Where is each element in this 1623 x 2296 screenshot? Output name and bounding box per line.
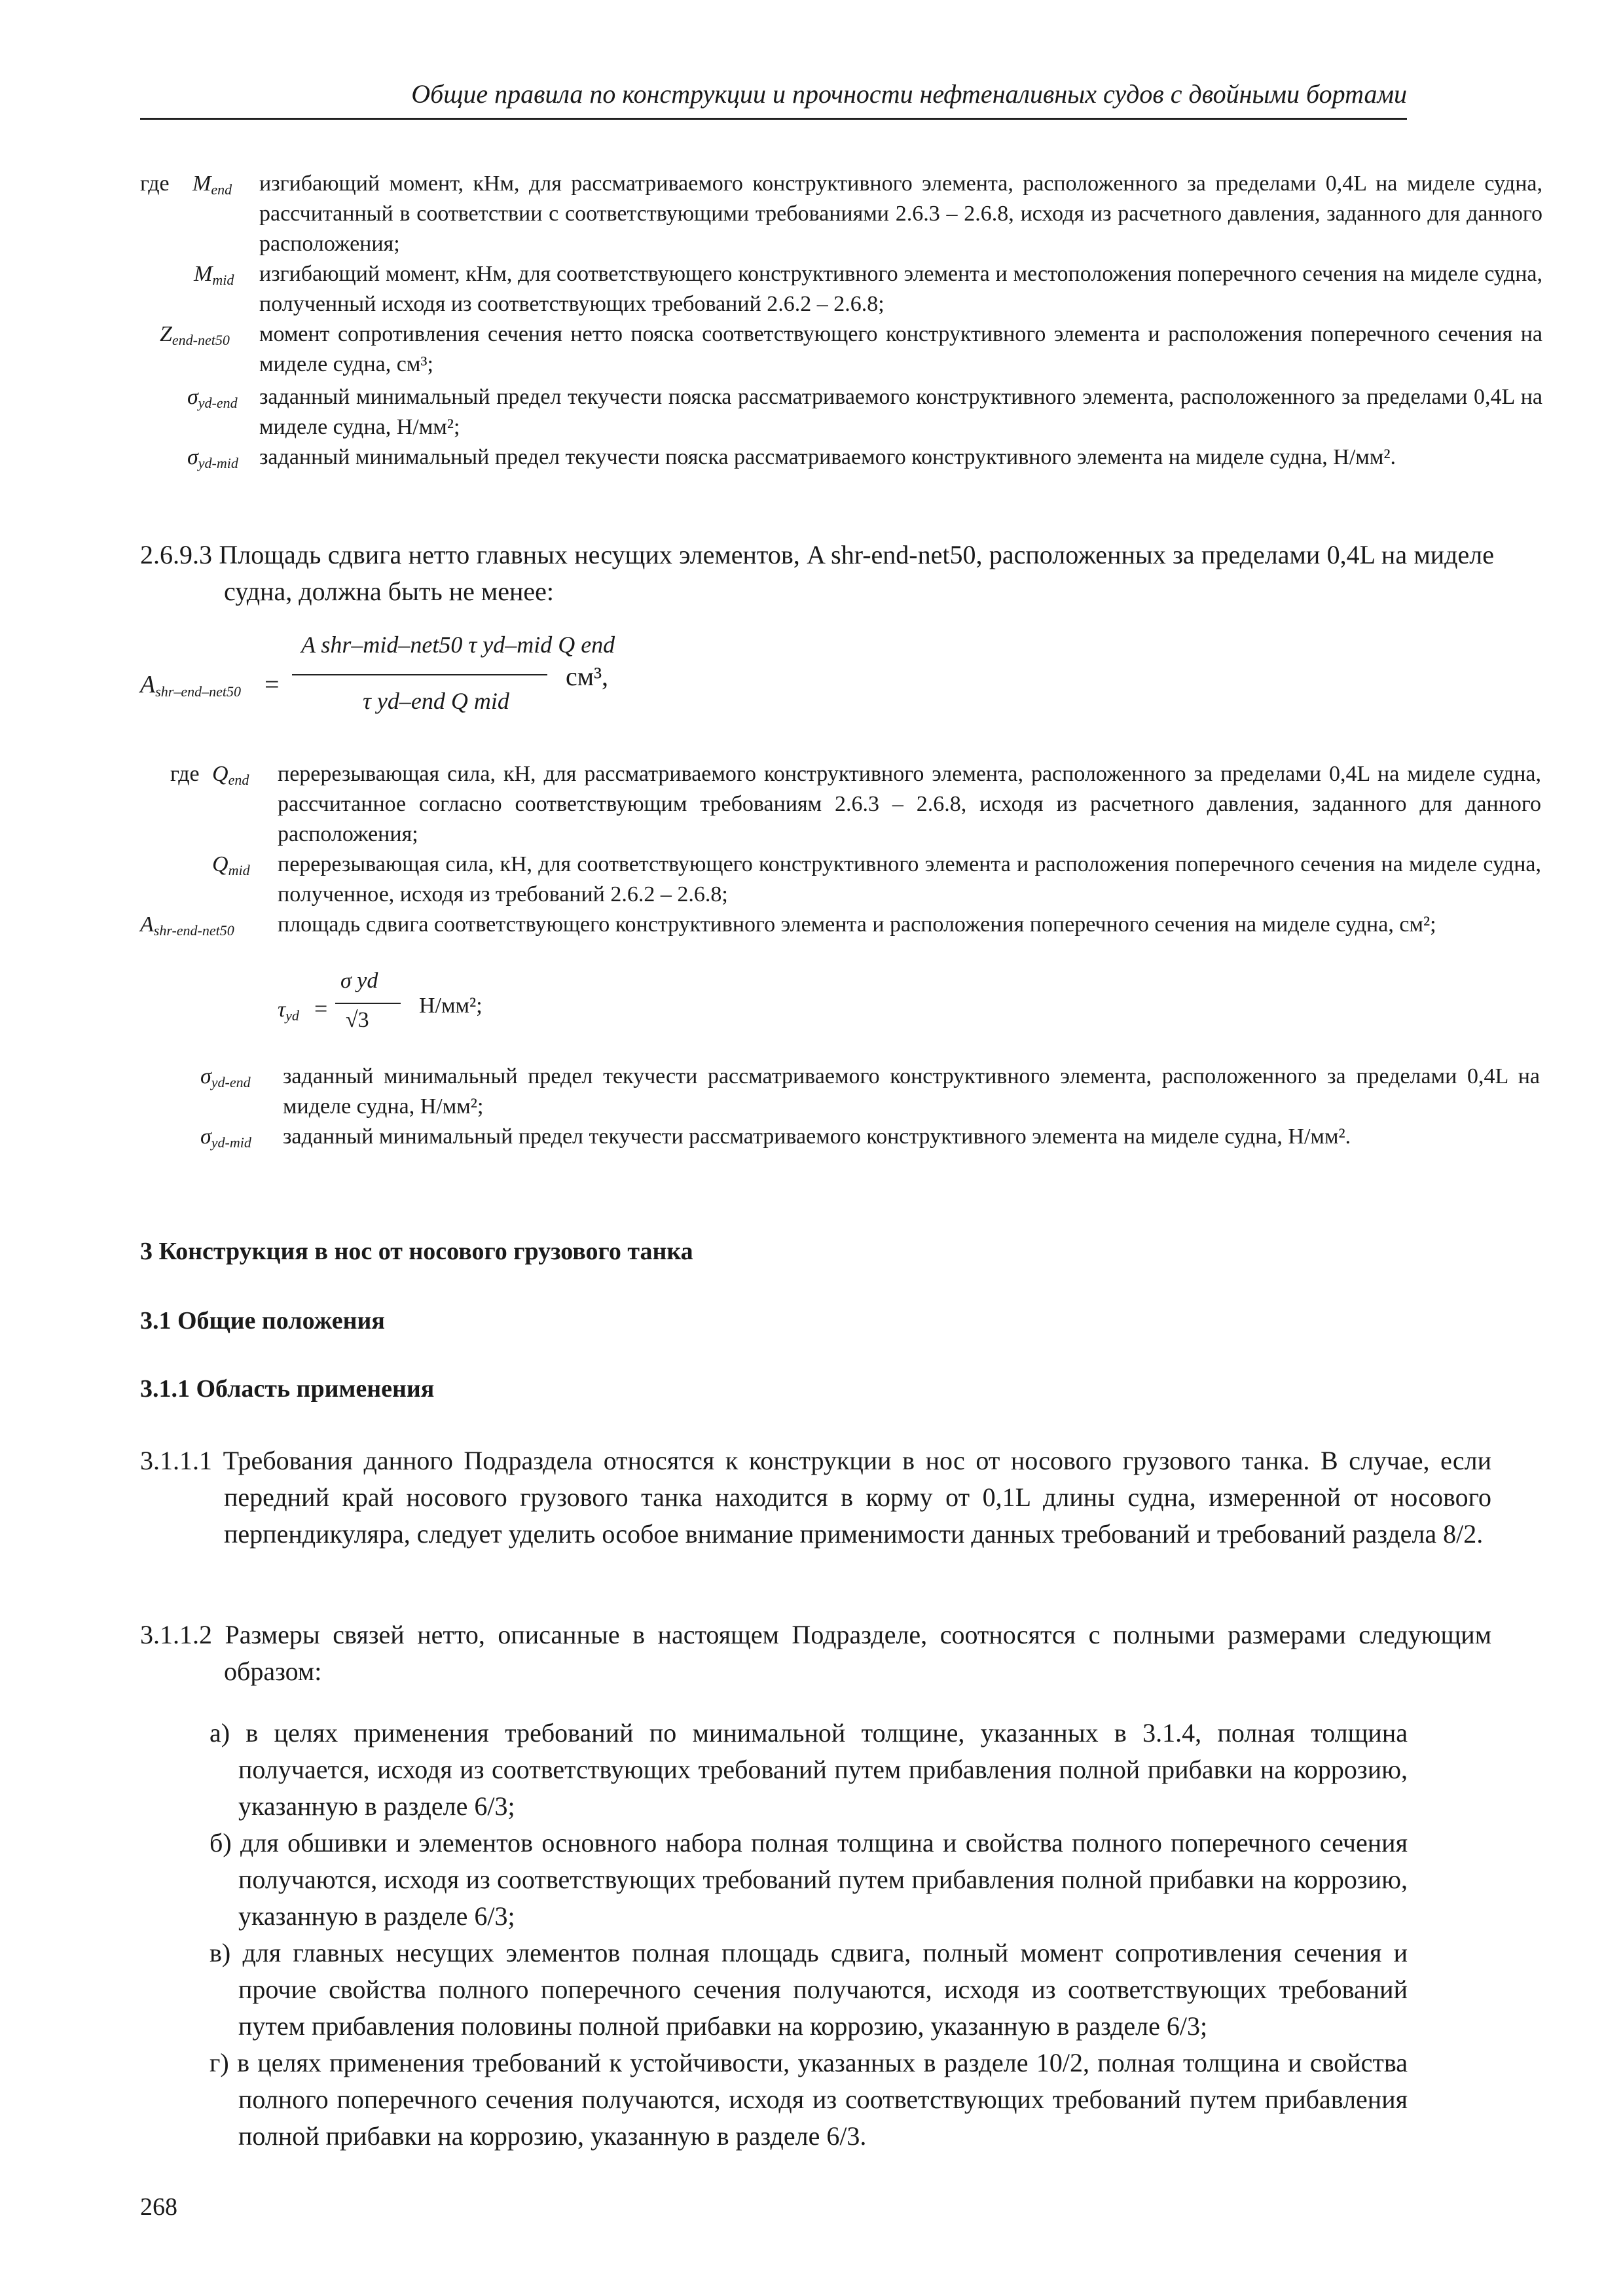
formula-numerator: A shr–mid–net50 τ yd–mid Q end bbox=[301, 632, 615, 658]
requirements-list bbox=[210, 1715, 1408, 2155]
definition-symbol: $\sigma_{yd-mid}$ bbox=[187, 445, 238, 471]
definition-text: площадь сдвига соответствующего конструктивного элемента и расположения поперечного сечения на миделе судна, см²; bbox=[278, 912, 1436, 937]
definition-item bbox=[140, 1122, 1450, 1182]
formula-equals: = bbox=[264, 670, 280, 699]
definitions-block-2 bbox=[140, 759, 1541, 970]
definition-item bbox=[140, 442, 1450, 503]
list-item: в) для главных несущих элементов полная площадь сдвига, полный момент сопротивления сечения и прочие свойства полного поперечного сечения получаются, исходя из соответствующих требований путем прибавления половины полной прибавки на коррозию, указанную в разделе 6/3; bbox=[210, 1938, 1408, 2041]
definition-text: заданный минимальный предел текучести рассматриваемого конструктивного элемента на миделе судна, Н/мм². bbox=[283, 1124, 1351, 1149]
paragraph-3-1-1-1: 3.1.1.1 Требования данного Подраздела относятся к конструкции в нос от носового грузового танка. В случае, если передний край носового грузового танка находится в корму от 0,1L длины судна, измеренной от носового перпендикуляра, следует уделить особое внимание применимости данных требований и требований раздела 8/2. bbox=[140, 1446, 1491, 1549]
section-heading-3-1: 3.1 Общие положения bbox=[140, 1307, 385, 1335]
definition-symbol: $A_{shr-end-net50}$ bbox=[140, 912, 234, 939]
formula-denominator: √3 bbox=[346, 1008, 369, 1032]
definition-symbol: $\sigma_{yd-end}$ bbox=[200, 1064, 251, 1090]
formula-equals: = bbox=[314, 996, 328, 1022]
formula-lhs: $\tau_{yd}$ bbox=[278, 997, 299, 1024]
paragraph-2-6-9-3: 2.6.9.3 Площадь сдвига нетто главных несущих элементов, A shr-end-net50, расположенных за пределами 0,4L на миделе судна, должна быть не менее: bbox=[140, 540, 1494, 606]
definition-symbol: $Z_{end-net50}$ bbox=[160, 322, 230, 348]
definition-text: перерезывающая сила, кН, для рассматриваемого конструктивного элемента, расположенного за пределами 0,4L на миделе судна, рассчитанное согласно соответствующим требованиям 2.6.3 – 2.6.8, исходя из расчетного давления, заданного для данного расположения; bbox=[278, 762, 1541, 846]
definition-item bbox=[140, 850, 1541, 910]
definition-item bbox=[140, 759, 1541, 850]
definition-lead: где bbox=[170, 762, 200, 786]
definition-text: заданный минимальный предел текучести пояска рассматриваемого конструктивного элемента на миделе судна, Н/мм². bbox=[259, 445, 1396, 469]
formula-unit: Н/мм²; bbox=[419, 994, 483, 1018]
definition-item bbox=[140, 259, 1542, 319]
paragraph-3-1-1-2: 3.1.1.2 Размеры связей нетто, описанные в настоящем Подразделе, соотносятся с полными размерами следующим образом: bbox=[140, 1620, 1491, 1686]
formula-lhs: $A_{shr-end-net50}$ bbox=[140, 671, 241, 700]
definition-item bbox=[140, 910, 1450, 970]
definition-symbol: $Q_{end}$ bbox=[212, 762, 249, 788]
definition-text: заданный минимальный предел текучести пояска рассматриваемого конструктивного элемента, расположенного за пределами 0,4L на миделе судна, Н/мм²; bbox=[259, 385, 1542, 439]
definition-symbol: $\sigma_{yd-end}$ bbox=[187, 385, 238, 411]
definition-text: изгибающий момент, кНм, для соответствующего конструктивного элемента и местоположения поперечного сечения на миделе судна, полученный исходя из соответствующих требований 2.6.2 – 2.6.8; bbox=[259, 262, 1542, 316]
definition-item bbox=[140, 319, 1542, 382]
definition-text: изгибающий момент, кНм, для рассматриваемого конструктивного элемента, расположенного за пределами 0,4L на миделе судна, рассчитанный в соответствии с соответствующими требованиями 2.6.3 – 2.6.8, исходя из расчетного давления, заданного для данного расположения; bbox=[259, 171, 1542, 256]
section-heading-3-1-1: 3.1.1 Область применения bbox=[140, 1375, 435, 1403]
definition-lead: где bbox=[140, 171, 170, 196]
formula-numerator: σ yd bbox=[340, 969, 378, 993]
definition-symbol: $Q_{mid}$ bbox=[212, 852, 250, 878]
list-item: б) для обшивки и элементов основного набора полная толщина и свойства полного поперечного сечения получаются, исходя из соответствующих требований путем прибавления полной прибавки на коррозию, указанную в разделе 6/3; bbox=[210, 1828, 1408, 1931]
formula-unit: см³, bbox=[566, 662, 609, 691]
definition-symbol: $M_{mid}$ bbox=[194, 262, 234, 288]
list-item: а) в целях применения требований по минимальной толщине, указанных в 3.1.4, полная толщина получается, исходя из соответствующих требований путем прибавления полной прибавки на коррозию, указанную в разделе 6/3; bbox=[210, 1718, 1408, 1821]
section-heading-3: 3 Конструкция в нос от носового грузового танка bbox=[140, 1238, 693, 1265]
definition-symbol: $\sigma_{yd-mid}$ bbox=[200, 1124, 251, 1151]
definition-item bbox=[140, 382, 1542, 442]
definition-item bbox=[140, 1062, 1540, 1122]
list-item: г) в целях применения требований к устойчивости, указанных в разделе 10/2, полная толщина и свойства полного поперечного сечения получаются, исходя из соответствующих требований путем прибавления полной прибавки на коррозию, указанную в разделе 6/3. bbox=[210, 2048, 1408, 2151]
running-header: Общие правила по конструкции и прочности нефтеналивных судов с двойными бортами bbox=[140, 71, 1407, 120]
fraction-bar bbox=[292, 674, 547, 675]
definitions-block-1 bbox=[140, 169, 1542, 503]
formula-shear-area bbox=[140, 627, 795, 745]
formula-denominator: τ yd–end Q mid bbox=[363, 688, 509, 714]
formula-tau bbox=[278, 969, 539, 1054]
definition-text: перерезывающая сила, кН, для соответствующего конструктивного элемента и расположения поперечного сечения на миделе судна, полученное, исходя из требований 2.6.2 – 2.6.8; bbox=[278, 852, 1541, 906]
definitions-block-3 bbox=[140, 1062, 1540, 1182]
definition-text: момент сопротивления сечения нетто пояска соответствующего конструктивного элемента и расположения поперечного сечения на миделе судна, см³; bbox=[259, 322, 1542, 376]
page-number: 268 bbox=[140, 2193, 177, 2221]
fraction-bar bbox=[335, 1003, 401, 1004]
definition-text: заданный минимальный предел текучести рассматриваемого конструктивного элемента, расположенного за пределами 0,4L на миделе судна, Н/мм²; bbox=[283, 1064, 1540, 1119]
definition-item bbox=[140, 169, 1542, 259]
definition-symbol: $M_{end}$ bbox=[192, 171, 232, 198]
